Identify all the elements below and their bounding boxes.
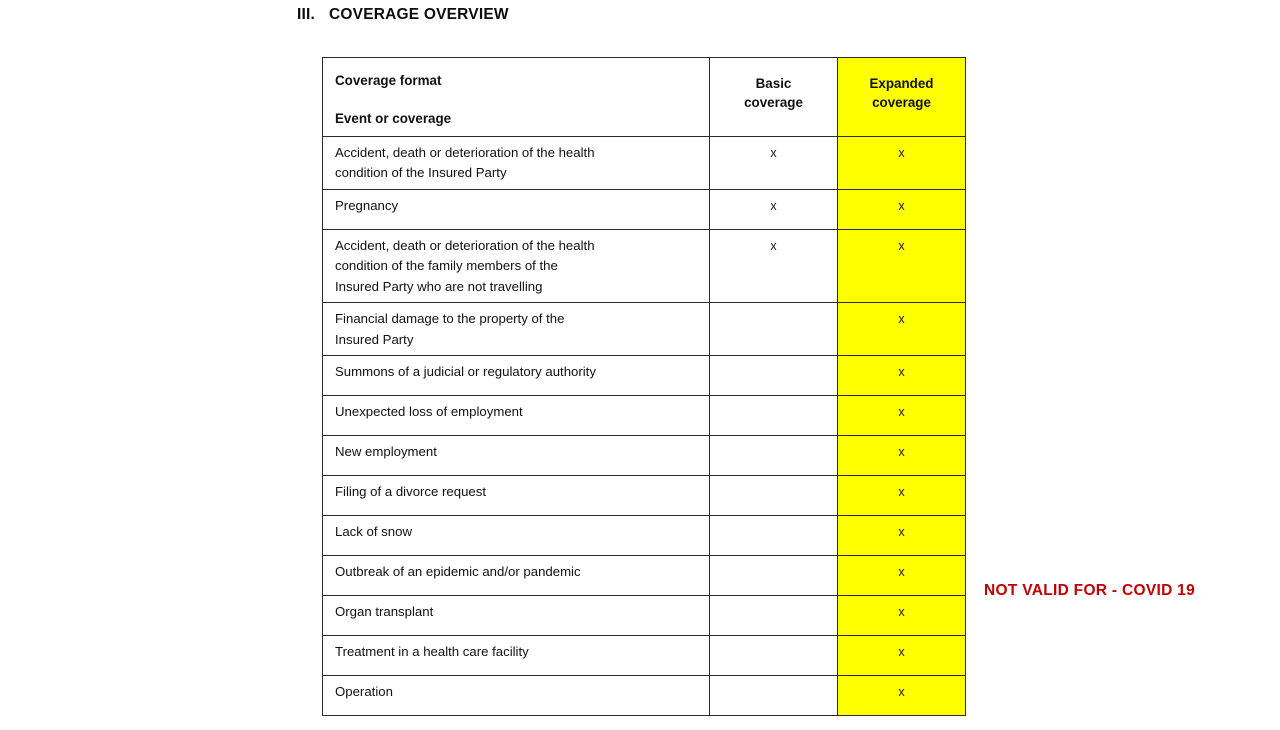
event-text-line: Financial damage to the property of the [335, 311, 565, 327]
table-row [323, 595, 966, 635]
cell-expanded-coverage-mark [838, 136, 966, 189]
cell-expanded-coverage-mark [838, 189, 966, 229]
table-row [323, 303, 966, 356]
event-text-line: Lack of snow [335, 523, 412, 539]
expanded-mark: x [898, 524, 905, 539]
event-text-line: Operation [335, 683, 393, 699]
coverage-overview-table [322, 57, 966, 716]
cell-expanded-coverage-mark [838, 435, 966, 475]
cell-basic-coverage-mark [710, 435, 838, 475]
basic-mark [710, 556, 837, 595]
event-text-line: Accident, death or deterioration of the health [335, 237, 595, 253]
expanded-mark: x [898, 145, 905, 160]
cell-event-description [323, 595, 710, 635]
expanded-mark: x [898, 364, 905, 379]
basic-mark: x [770, 238, 777, 253]
header-cell-basic [710, 58, 838, 137]
table-row [323, 555, 966, 595]
table-row [323, 635, 966, 675]
table-row [323, 475, 966, 515]
cell-expanded-coverage-mark [838, 395, 966, 435]
section-numeral: III. [297, 6, 316, 23]
cell-basic-coverage-mark [710, 189, 838, 229]
table-header-row [323, 58, 966, 137]
header-expanded-line2: coverage [872, 95, 931, 111]
section-heading [297, 6, 509, 24]
cell-expanded-coverage-mark [838, 675, 966, 715]
cell-event-description [323, 355, 710, 395]
basic-mark [710, 356, 837, 395]
cell-basic-coverage-mark [710, 395, 838, 435]
cell-expanded-coverage-mark [838, 635, 966, 675]
expanded-mark: x [898, 644, 905, 659]
table-body [323, 58, 966, 716]
expanded-mark: x [898, 444, 905, 459]
cell-basic-coverage-mark [710, 635, 838, 675]
basic-mark: x [770, 145, 777, 160]
event-text-line: Insured Party [335, 331, 414, 347]
expanded-mark: x [898, 604, 905, 619]
cell-basic-coverage-mark [710, 475, 838, 515]
event-text-line: Pregnancy [335, 197, 399, 213]
table-row [323, 675, 966, 715]
table-row [323, 355, 966, 395]
cell-expanded-coverage-mark [838, 475, 966, 515]
cell-expanded-coverage-mark [838, 229, 966, 302]
header-cell-event [323, 58, 710, 137]
header-cell-expanded [838, 58, 966, 137]
event-text-line: Insured Party who are not travelling [335, 278, 543, 294]
table-row [323, 395, 966, 435]
expanded-mark: x [898, 484, 905, 499]
cell-event-description [323, 136, 710, 189]
cell-event-description [323, 555, 710, 595]
table-row [323, 136, 966, 189]
event-text-line: New employment [335, 443, 437, 459]
expanded-mark: x [898, 198, 905, 213]
event-text-line: Filing of a divorce request [335, 483, 486, 499]
cell-basic-coverage-mark [710, 229, 838, 302]
cell-event-description [323, 675, 710, 715]
cell-event-description [323, 475, 710, 515]
cell-basic-coverage-mark [710, 555, 838, 595]
cell-event-description [323, 189, 710, 229]
basic-mark: x [770, 198, 777, 213]
expanded-mark: x [898, 312, 905, 327]
basic-mark [710, 676, 837, 715]
expanded-mark: x [898, 684, 905, 699]
event-text-line: Treatment in a health care facility [335, 643, 529, 659]
table-row [323, 515, 966, 555]
cell-event-description [323, 303, 710, 356]
header-basic-line1: Basic [755, 76, 792, 91]
basic-mark [710, 396, 837, 435]
cell-event-description [323, 515, 710, 555]
basic-mark [710, 636, 837, 675]
event-text-line: Organ transplant [335, 603, 434, 619]
cell-expanded-coverage-mark [838, 303, 966, 356]
basic-mark [710, 476, 837, 515]
event-text-line: Unexpected loss of employment [335, 403, 523, 419]
cell-event-description [323, 229, 710, 302]
cell-expanded-coverage-mark [838, 555, 966, 595]
table-row [323, 189, 966, 229]
cell-expanded-coverage-mark [838, 595, 966, 635]
basic-mark [710, 516, 837, 555]
table-row [323, 229, 966, 302]
expanded-mark: x [898, 238, 905, 253]
cell-basic-coverage-mark [710, 675, 838, 715]
table-row [323, 435, 966, 475]
event-text-line: Summons of a judicial or regulatory authority [335, 363, 596, 379]
cell-expanded-coverage-mark [838, 515, 966, 555]
basic-mark [710, 303, 837, 335]
expanded-mark: x [898, 404, 905, 419]
basic-mark [710, 436, 837, 475]
header-event-or-coverage: Event or coverage [335, 111, 452, 127]
expanded-mark: x [898, 564, 905, 579]
covid-invalid-note: NOT VALID FOR - COVID 19 [984, 582, 1196, 599]
header-expanded-line1: Expanded [869, 76, 934, 91]
cell-event-description [323, 435, 710, 475]
cell-expanded-coverage-mark [838, 355, 966, 395]
event-text-line: condition of the family members of the [335, 258, 558, 274]
event-text-line: Outbreak of an epidemic and/or pandemic [335, 563, 581, 579]
cell-basic-coverage-mark [710, 303, 838, 356]
cell-event-description [323, 635, 710, 675]
header-basic-line2: coverage [744, 95, 803, 111]
header-coverage-format: Coverage format [335, 73, 442, 88]
basic-mark [710, 596, 837, 635]
cell-basic-coverage-mark [710, 515, 838, 555]
event-text-line: Accident, death or deterioration of the health [335, 144, 595, 160]
event-text-line: condition of the Insured Party [335, 165, 507, 181]
cell-basic-coverage-mark [710, 595, 838, 635]
cell-event-description [323, 395, 710, 435]
cell-basic-coverage-mark [710, 136, 838, 189]
cell-basic-coverage-mark [710, 355, 838, 395]
section-title-text: COVERAGE OVERVIEW [329, 6, 509, 23]
